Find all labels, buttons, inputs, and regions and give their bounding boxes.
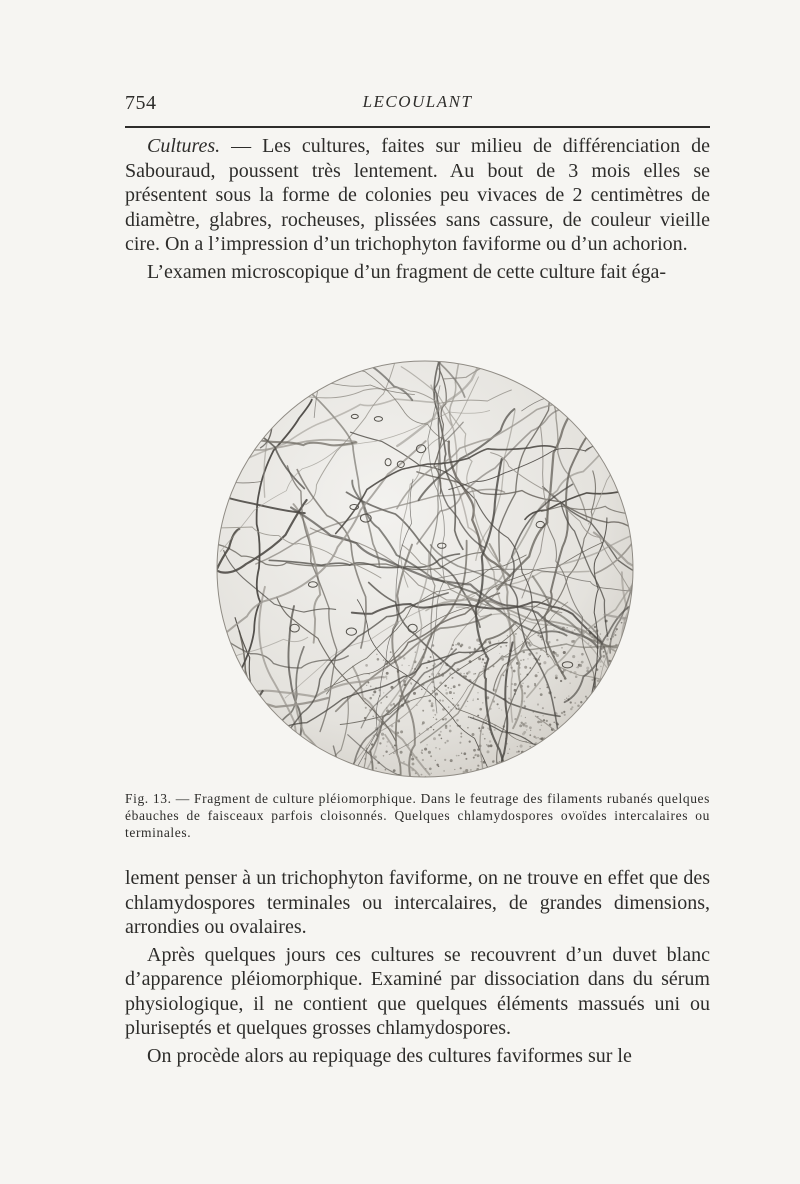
paragraph-continuation (125, 866, 710, 940)
paragraph-text: lement penser à un trichophyton faviforme, on ne trouve en effet que des chlamydospores terminales ou intercalaires, de grandes dimensions, arrondies ou ovalaires. (125, 867, 710, 938)
paragraph-text: — Les cultures, faites sur milieu de différenciation de Sabouraud, poussent très lentement. Au bout de 3 mois elles se présentent sous la forme de colonies peu vivaces de 2 centimètres de diamètre, glabres, rocheuses, plissées sans cassure, de couleur vieille cire. On a l’impression d’un trichophyton faviforme ou d’un achorion. (125, 135, 710, 255)
figure-caption-text: — Fragment de culture pléiomorphique. Dans le feutrage des filaments rubanés quelques ébauches de faisceaux parfois cloisonnés. Quelques chlamydospores ovoïdes intercalaires ou terminales. (125, 791, 710, 840)
running-title: LECOULANT (362, 92, 473, 111)
paragraph-repiquage (125, 1044, 710, 1069)
figure-label: Fig. 13. (125, 791, 172, 806)
paragraph-cultures (125, 134, 710, 257)
paragraph-pleiomorphic (125, 943, 710, 1041)
paragraph-text: L’examen microscopique d’un fragment de cette culture fait éga- (147, 260, 667, 283)
paragraph-text: On procède alors au repiquage des cultures faviformes sur le (147, 1044, 632, 1067)
text-block-bottom (125, 866, 710, 1068)
header-rule (125, 126, 710, 128)
micrograph-figure (215, 355, 635, 783)
paragraph-text: Après quelques jours ces cultures se recouvrent d’un duvet blanc d’apparence pléiomorphique. Examiné par dissociation dans du sérum physiologique, il ne contient que quelques éléments massués uni ou pluriseptés et quelques grosses chlamydospores. (125, 943, 710, 1039)
page-number: 754 (125, 92, 157, 114)
micrograph-image (215, 355, 635, 783)
paragraph-examen (125, 260, 710, 285)
paragraph-lead: Cultures. (147, 135, 221, 157)
text-block-top (125, 134, 710, 284)
figure-caption (125, 790, 710, 841)
page-header (125, 92, 710, 118)
